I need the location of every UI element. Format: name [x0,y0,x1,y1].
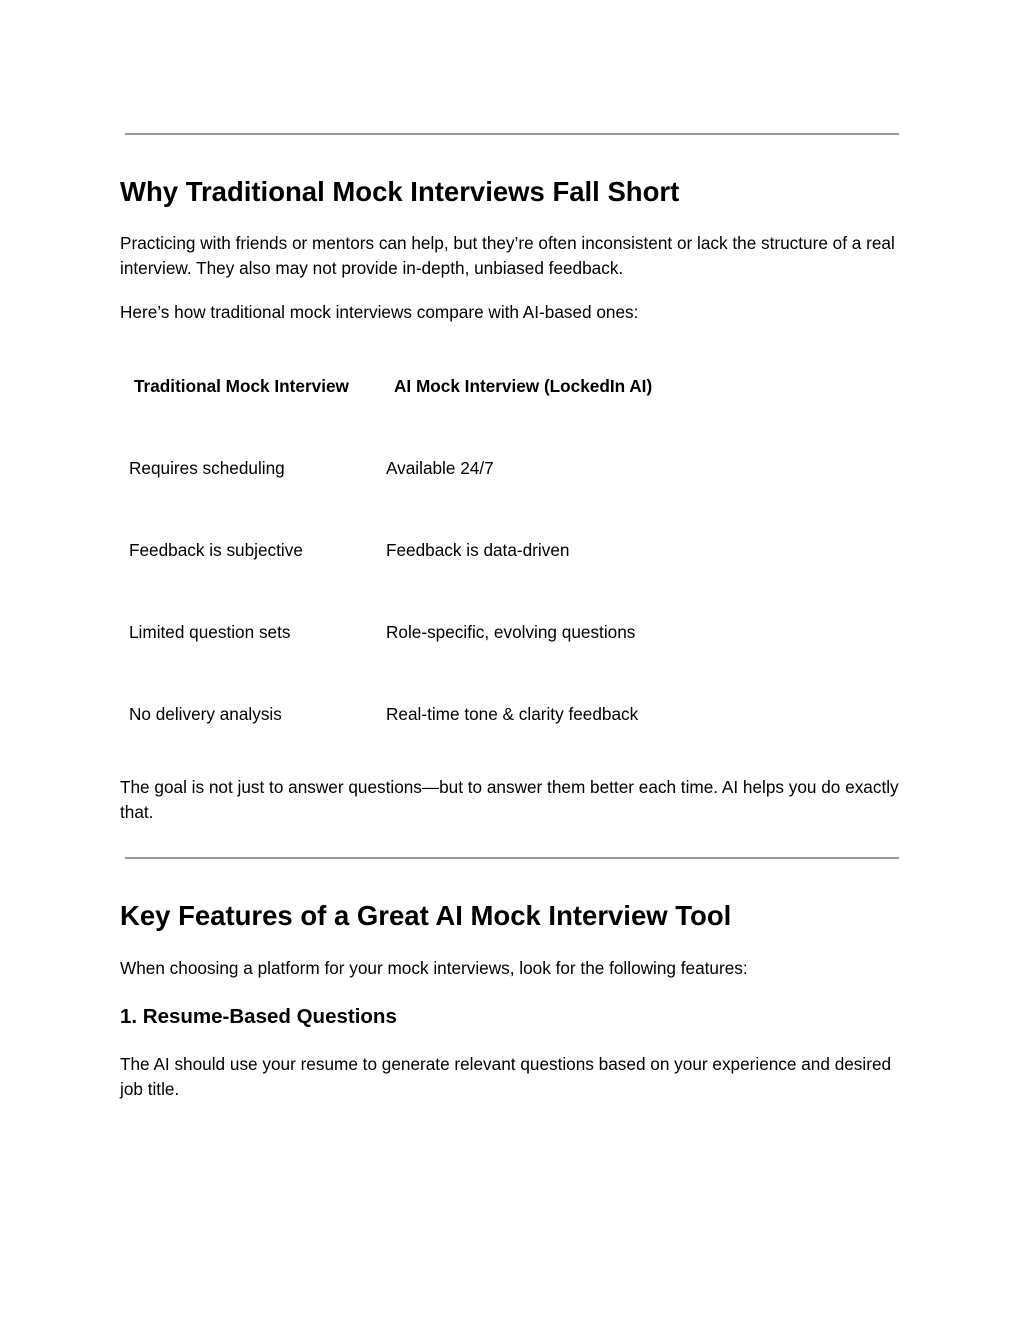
paragraph-comparison-intro: Here’s how traditional mock interviews compare with AI-based ones: [120,302,639,322]
section-heading-why-traditional: Why Traditional Mock Interviews Fall Short [120,176,680,207]
paragraph-resume-questions: The AI should use your resume to generate relevant questions based on your experience and desired job title. [120,1054,892,1099]
horizontal-divider [125,857,899,859]
table-cell: No delivery analysis [129,704,282,724]
table-cell: Feedback is subjective [129,540,303,560]
table-header-ai: AI Mock Interview (LockedIn AI) [394,376,653,396]
horizontal-divider [125,133,899,135]
table-cell: Real-time tone & clarity feedback [386,704,639,724]
table-cell: Feedback is data-driven [386,540,570,560]
table-cell: Limited question sets [129,622,291,642]
table-cell: Requires scheduling [129,458,285,478]
subheading-resume-based-questions: 1. Resume-Based Questions [120,1005,397,1028]
paragraph-goal: The goal is not just to answer questions—but to answer them better each time. AI helps you do exactly that. [120,777,899,822]
table-header-traditional: Traditional Mock Interview [134,376,349,396]
table-cell: Role-specific, evolving questions [386,622,636,642]
section-heading-key-features: Key Features of a Great AI Mock Interview Tool [120,900,732,931]
paragraph-choosing-platform: When choosing a platform for your mock interviews, look for the following features: [120,958,748,978]
table-cell: Available 24/7 [386,458,494,478]
paragraph-practicing: Practicing with friends or mentors can help, but they’re often inconsistent or lack the structure of a real interview. They also may not provide in-depth, unbiased feedback. [120,233,895,278]
